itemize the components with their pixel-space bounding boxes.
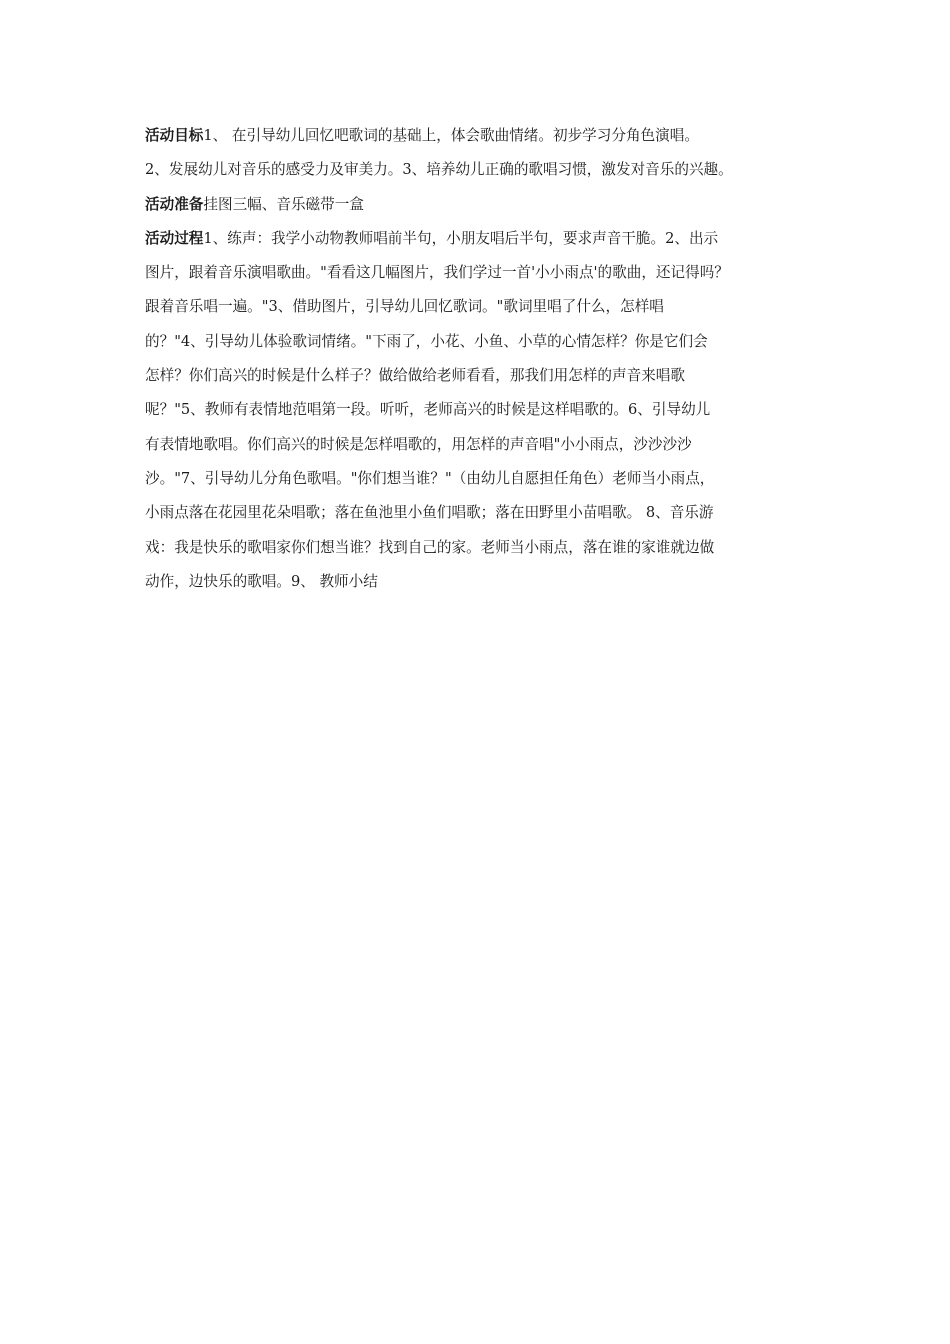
line-text: 1、练声：我学小动物教师唱前半句，小朋友唱后半句，要求声音干脆。2、出示 (203, 229, 719, 247)
text-line (145, 330, 835, 364)
section-heading: 活动目标 (145, 127, 204, 144)
line-text: 呢？"5、教师有表情地范唱第一段。听听，老师高兴的时候是这样唱歌的。6、引导幼儿 (145, 401, 711, 419)
text-line (145, 433, 835, 467)
text-line (145, 193, 835, 227)
text-line (145, 398, 835, 432)
line-text: 的？"4、引导幼儿体验歌词情绪。"下雨了，小花、小鱼、小草的心情怎样？你是它们会 (145, 332, 708, 350)
text-line (145, 158, 835, 192)
section-heading: 活动过程 (145, 229, 204, 247)
text-line (145, 295, 835, 329)
text-line (145, 536, 835, 570)
line-text: 怎样？你们高兴的时候是什么样子？做给做给老师看看，那我们用怎样的声音来唱歌 (145, 367, 685, 385)
text-line (145, 467, 835, 501)
text-line (145, 124, 835, 158)
line-text: 动作，边快乐的歌唱。9、 教师小结 (145, 572, 378, 590)
line-text: 戏：我是快乐的歌唱家你们想当谁？找到自己的家。老师当小雨点，落在谁的家谁就边做 (145, 538, 715, 556)
line-text: 沙。"7、引导幼儿分角色歌唱。"你们想当谁？"（由幼儿自愿担任角色）老师当小雨点， (145, 469, 715, 487)
line-text: 1、 在引导幼儿回忆吧歌词的基础上，体会歌曲情绪。初步学习分角色演唱。 (203, 127, 699, 144)
line-text: 2、发展幼儿对音乐的感受力及审美力。3、培养幼儿正确的歌唱习惯，激发对音乐的兴趣。 (145, 161, 733, 179)
lesson-plan-text (145, 124, 835, 604)
text-line (145, 227, 835, 261)
line-text: 图片，跟着音乐演唱歌曲。"看看这几幅图片，我们学过一首'小小雨点'的歌曲，还记得吗？ (145, 264, 729, 282)
line-text: 有表情地歌唱。你们高兴的时候是怎样唱歌的，用怎样的声音唱"小小雨点，沙沙沙沙 (145, 435, 692, 453)
line-text: 小雨点落在花园里花朵唱歌；落在鱼池里小鱼们唱歌；落在田野里小苗唱歌。 8、音乐游 (145, 504, 714, 522)
text-line (145, 364, 835, 398)
line-text: 挂图三幅、音乐磁带一盒 (203, 195, 364, 213)
text-line (145, 261, 835, 295)
section-heading: 活动准备 (145, 195, 204, 213)
text-line (145, 501, 835, 535)
line-text: 跟着音乐唱一遍。"3、借助图片，引导幼儿回忆歌词。"歌词里唱了什么，怎样唱 (145, 298, 664, 316)
text-line (145, 570, 835, 604)
